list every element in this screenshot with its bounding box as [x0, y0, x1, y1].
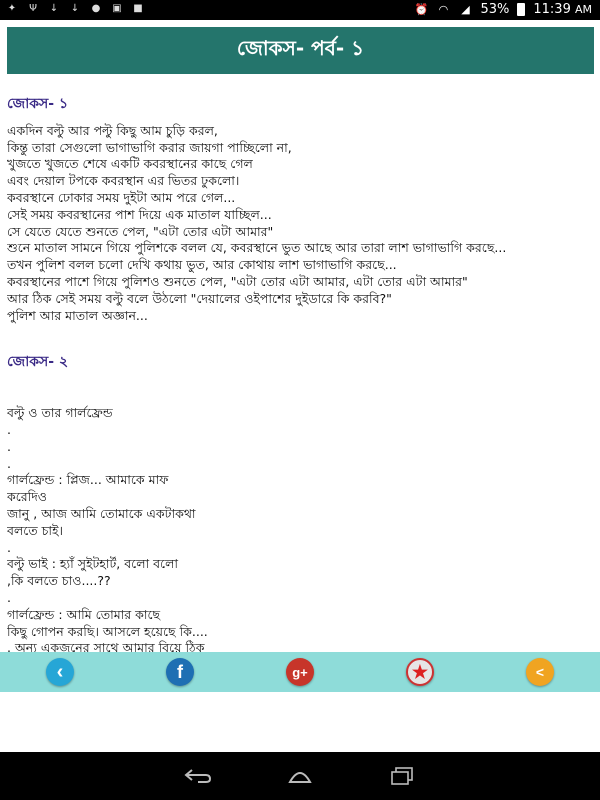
joke-heading: জোকস- ১ — [7, 96, 69, 112]
facebook-share-button[interactable] — [166, 658, 194, 686]
nav-back-button[interactable] — [183, 764, 213, 788]
notification-icons — [6, 3, 144, 15]
back-arrow-icon — [184, 768, 212, 784]
home-icon — [286, 768, 314, 784]
clock: 11:39 AM — [533, 2, 592, 17]
wifi-icon: ◠ — [438, 2, 449, 16]
joke-section — [7, 354, 592, 652]
joke-line: ,কি বলতে চাও....?? — [7, 573, 111, 589]
system-nav-bar — [0, 752, 600, 800]
app-icon: ■ — [133, 3, 143, 14]
star-icon: ★ — [411, 661, 429, 682]
joke-line: এবং দেয়াল টপকে কবরস্থান এর ভিতর ঢুকলো। — [7, 173, 240, 189]
joke-line: করেদিও — [7, 489, 47, 505]
joke-line: খুজতে খুজতে শেষে একটি কবরস্থানের কাছে গেল — [7, 156, 253, 172]
app-icon: ● — [91, 3, 101, 14]
joke-line: সে যেতে যেতে শুনতে পেল, "এটা তোর এটা আমার" — [7, 223, 274, 239]
back-button[interactable] — [46, 658, 74, 686]
page-title-bar — [7, 27, 594, 74]
download-icon: ↓ — [49, 3, 59, 14]
share-icon: < — [535, 664, 545, 680]
battery-icon — [517, 3, 525, 16]
joke-line: গার্লফ্রেন্ড : আমি তোমার কাছে — [7, 606, 161, 622]
joke-line: বলতে চাই। — [7, 522, 63, 538]
joke-line: গার্লফ্রেন্ড : প্লিজ... আমাকে মাফ — [7, 472, 169, 488]
joke-line: কিছু গোপন করছি। আসলে হয়েছে কি.... — [7, 623, 208, 639]
joke-line: বল্টু ও তার গার্লফ্রেন্ড — [7, 405, 113, 421]
fish-icon: ✦ — [7, 3, 17, 14]
joke-section — [7, 96, 592, 324]
joke-line: শুনে মাতাল সামনে গিয়ে পুলিশকে বলল যে, কবরস্থানে ভুত আছে আর তারা লাশ ভাগাভাগি করছে... — [7, 240, 507, 256]
joke-line: পুলিশ আর মাতাল অজ্ঞান... — [7, 307, 148, 323]
joke-line: সেই সময় কবরস্থানের পাশ দিয়ে এক মাতাল যাচ্ছিল... — [7, 206, 272, 222]
joke-line: তখন পুলিশ বলল চলো দেখি কথায় ভুত, আর কোথায় লাশ ভাগাভাগি করছে... — [7, 257, 397, 273]
action-bar — [0, 652, 600, 692]
status-bar — [0, 0, 600, 20]
joke-line: . — [7, 421, 11, 437]
nav-recent-apps-button[interactable] — [387, 764, 417, 788]
rate-button[interactable] — [406, 658, 434, 686]
signal-icon: ◢ — [461, 2, 470, 16]
joke-content[interactable] — [7, 92, 592, 652]
joke-line: . — [7, 539, 11, 555]
share-button[interactable] — [526, 658, 554, 686]
joke-line: বল্টু ভাই : হ্যাঁ সুইটহার্ট, বলো বলো — [7, 556, 179, 572]
battery-percent: 53% — [480, 2, 510, 17]
joke-line: একদিন বল্টু আর পল্টু কিছু আম চুড়ি করল, — [7, 122, 218, 138]
google-plus-icon: g+ — [292, 664, 308, 680]
joke-heading: জোকস- ২ — [7, 354, 69, 371]
joke-line: কবরস্থানে ঢোকার সময় দুইটা আম পরে গেল... — [7, 189, 236, 205]
page-title: জোকস- পর্ব- ১ — [236, 36, 365, 60]
joke-line: কিন্তু তারা সেগুলো ভাগাভাগি করার জায়গা পাচ্ছিলো না, — [7, 139, 292, 155]
usb-icon: Ψ — [29, 3, 37, 14]
joke-line: . — [7, 589, 11, 605]
joke-line: . — [7, 438, 11, 454]
alarm-icon: ⏰ — [414, 2, 429, 16]
chevron-left-icon: ‹ — [56, 660, 64, 683]
download-icon: ↓ — [70, 3, 80, 14]
joke-line: জানু , আজ আমি তোমাকে একটাকথা — [7, 505, 196, 521]
recent-apps-icon — [389, 766, 415, 786]
facebook-icon: f — [177, 661, 183, 682]
joke-line: . অন্য একজনের সাথে আমার বিয়ে ঠিক — [7, 640, 205, 652]
joke-line: . — [7, 455, 11, 471]
system-icons — [414, 2, 592, 17]
image-icon: ▣ — [112, 3, 122, 14]
joke-line: কবরস্থানের পাশে গিয়ে পুলিশও শুনতে পেল, "এটা তোর এটা আমার, এটা তোর এটা আমার" — [7, 273, 468, 289]
google-plus-share-button[interactable] — [286, 658, 314, 686]
joke-line: আর ঠিক সেই সময় বল্টু বলে উঠলো "দেয়ালের ওইপাশের দুইডারে কি করবি?" — [7, 290, 392, 306]
nav-home-button[interactable] — [285, 764, 315, 788]
